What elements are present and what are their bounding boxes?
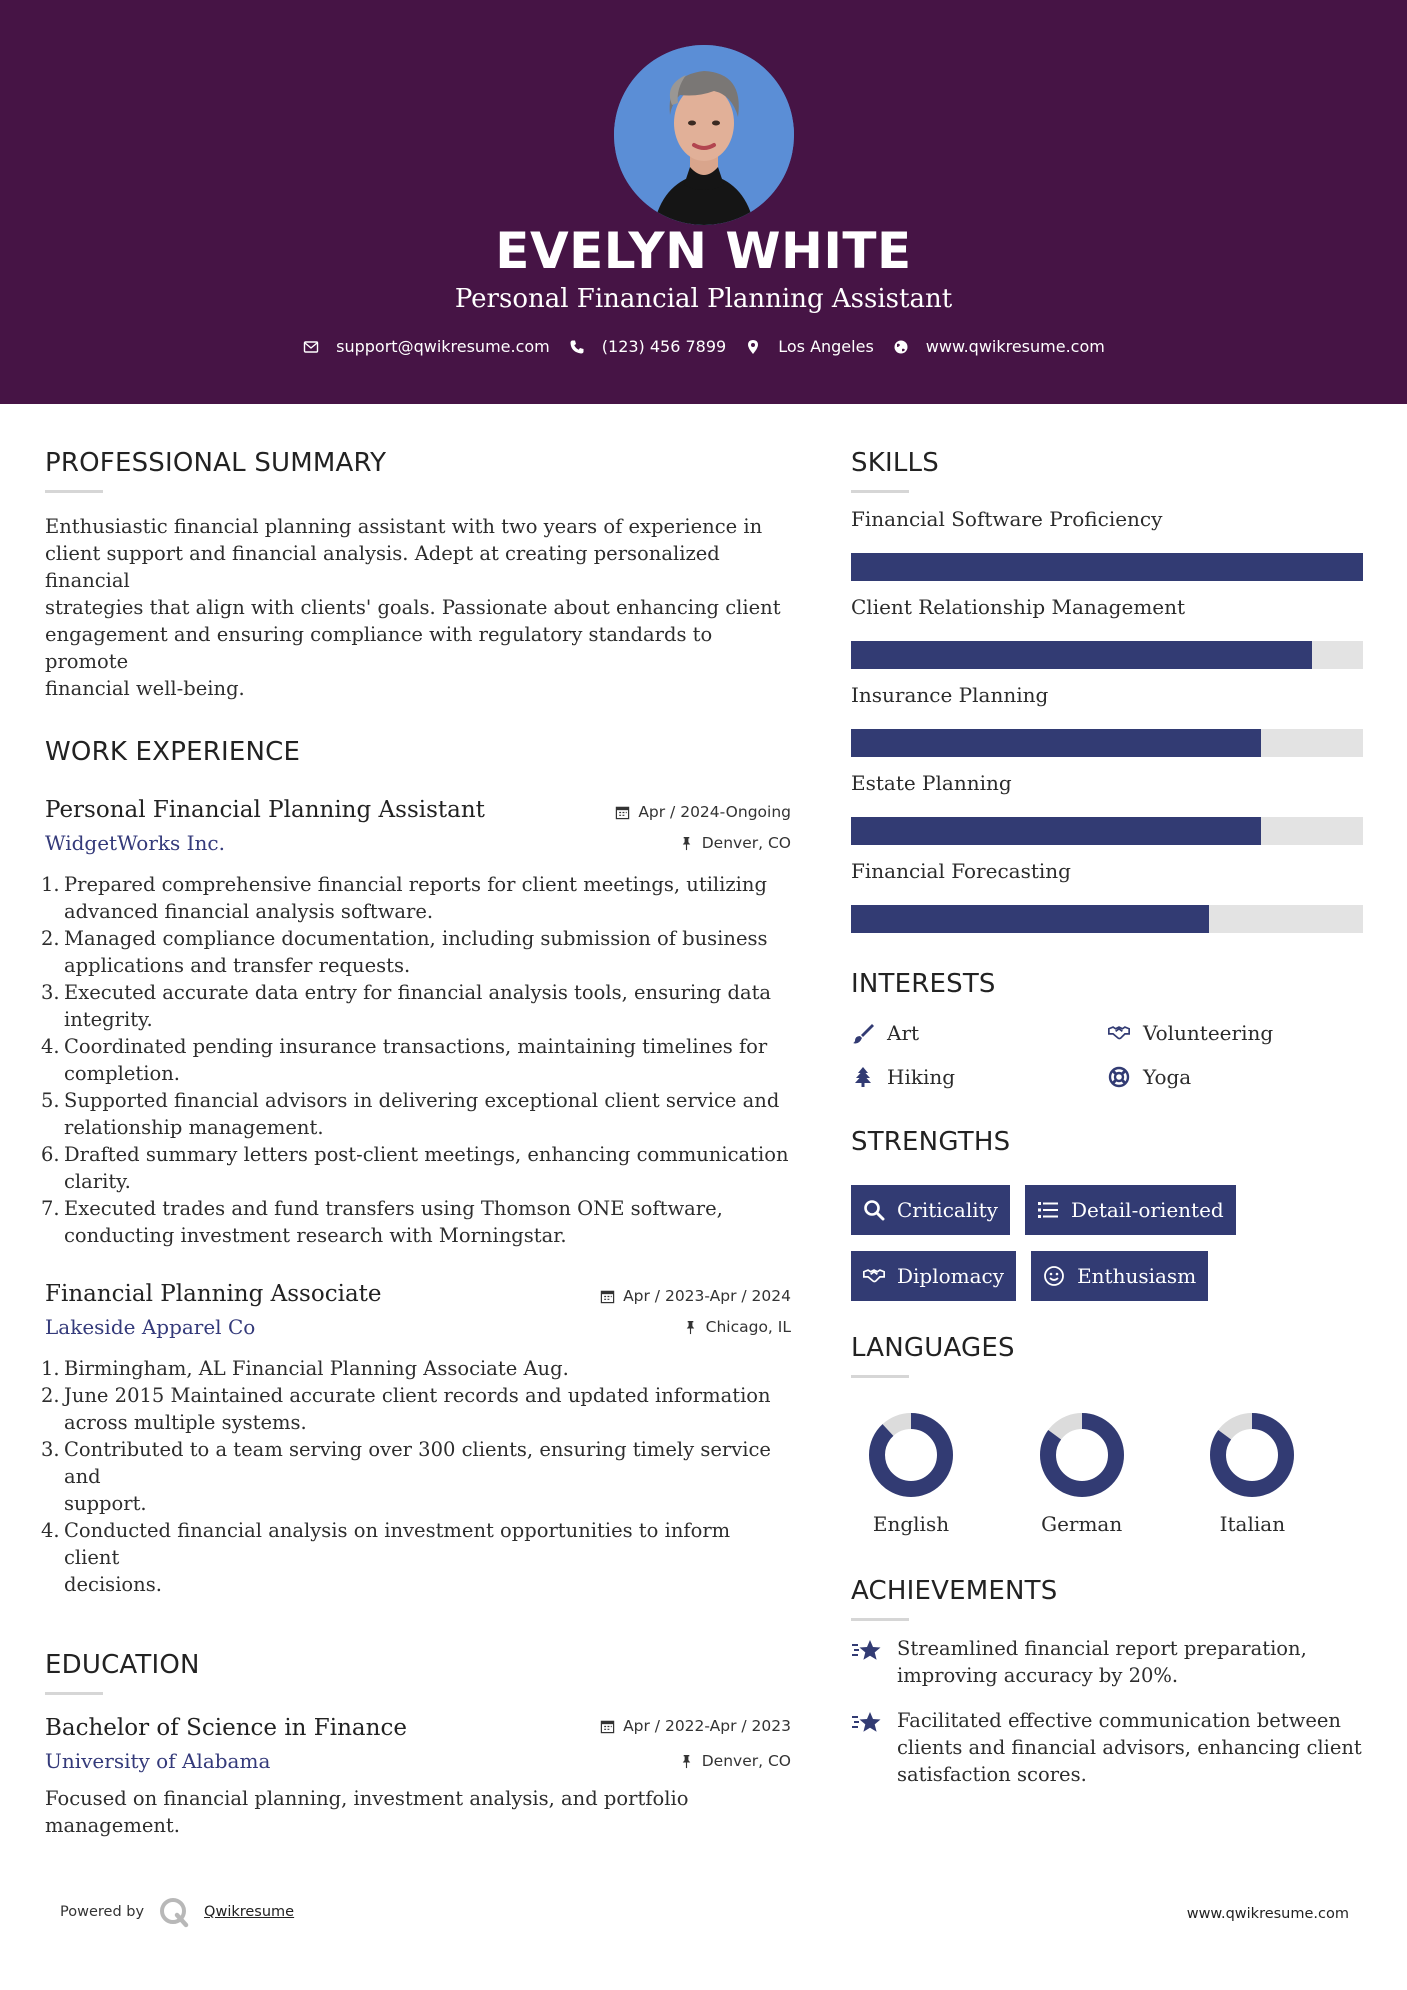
skills-section (851, 448, 1363, 933)
languages-section (851, 1333, 1363, 1536)
company-name: Lakeside Apparel Co (45, 1315, 256, 1339)
footer-website-link[interactable]: www.qwikresume.com (1186, 1906, 1349, 1922)
list-item: 2. Managed compliance documentation, including submission of business applications and transfer requests. (41, 927, 768, 977)
skill-name: Financial Forecasting (851, 859, 1071, 883)
section-divider (851, 1375, 909, 1378)
list-item: 3. Executed accurate data entry for financial analysis tools, ensuring data integrity. (41, 981, 772, 1031)
languages-heading: LANGUAGES (851, 1333, 1015, 1363)
strength-label: Enthusiasm (1077, 1264, 1197, 1288)
degree-title: Bachelor of Science in Finance (45, 1715, 407, 1741)
calendar-icon (600, 1289, 615, 1304)
skill-name: Estate Planning (851, 771, 1012, 795)
summary-line: engagement and ensuring compliance with regulatory standards to promote (45, 623, 713, 673)
education-location (679, 1752, 791, 1770)
left-column (41, 448, 791, 1839)
profile-photo (614, 45, 794, 225)
summary-line: Enthusiastic financial planning assistant with two years of experience in (45, 515, 763, 538)
skill-item (851, 595, 1363, 669)
globe-icon (892, 338, 910, 356)
strengths-heading: STRENGTHS (851, 1127, 1011, 1157)
strength-label: Criticality (897, 1198, 998, 1222)
education-heading: EDUCATION (45, 1650, 200, 1680)
calendar-icon (600, 1719, 615, 1734)
job-title: Personal Financial Planning Assistant (45, 797, 485, 823)
contact-website[interactable] (892, 337, 1105, 356)
star-trophy-icon (851, 1709, 883, 1737)
language-donut (1209, 1412, 1295, 1498)
achievement-item (851, 1635, 1363, 1689)
achievement-text: Streamlined financial report preparation, improving accuracy by 20%. (897, 1637, 1307, 1687)
list-item: 7. Executed trades and fund transfers using Thomson ONE software, conducting investment research with Morningstar. (41, 1197, 723, 1247)
contact-email[interactable] (302, 337, 550, 356)
language-item (1192, 1412, 1363, 1536)
list-item: 2. June 2015 Maintained accurate client records and updated information across multiple systems. (41, 1384, 771, 1434)
job-bullets (41, 1355, 791, 1598)
job-dates-text: Apr / 2024-Ongoing (638, 803, 791, 821)
donut-fill (877, 1421, 945, 1489)
contact-phone[interactable] (568, 337, 726, 356)
skills-heading: SKILLS (851, 448, 939, 478)
contact-bar (0, 337, 1407, 356)
achievement-item (851, 1707, 1363, 1788)
list-item: 4. Conducted financial analysis on investment opportunities to inform client decisions. (41, 1519, 731, 1596)
strength-label: Diplomacy (897, 1264, 1005, 1288)
skill-bar (851, 641, 1363, 669)
job-dates (600, 1287, 791, 1305)
language-name: English (872, 1512, 950, 1536)
skill-bar-fill (851, 905, 1209, 933)
skill-item (851, 859, 1363, 933)
language-name: German (1041, 1512, 1123, 1536)
language-item (1022, 1412, 1193, 1536)
pushpin-icon (679, 1754, 694, 1769)
skills-list (851, 507, 1363, 933)
interest-label: Art (887, 1021, 920, 1045)
language-donut (868, 1412, 954, 1498)
language-item (851, 1412, 1022, 1536)
section-divider (851, 490, 909, 493)
skill-item (851, 683, 1363, 757)
education-dates (600, 1717, 791, 1735)
handshake-icon (1107, 1021, 1131, 1045)
summary-text (45, 513, 791, 702)
interest-item (851, 1021, 1107, 1045)
interest-label: Hiking (887, 1065, 956, 1089)
map-marker-icon (744, 338, 762, 356)
job-location-text: Chicago, IL (705, 1318, 791, 1336)
skill-item (851, 771, 1363, 845)
strength-badge (1031, 1251, 1208, 1301)
section-divider (45, 1692, 103, 1695)
school-name: University of Alabama (45, 1749, 271, 1773)
job-dates (615, 803, 791, 821)
education-description (45, 1785, 791, 1839)
skill-bar-fill (851, 817, 1261, 845)
education-line: management. (45, 1814, 180, 1837)
company-name: WidgetWorks Inc. (45, 831, 225, 855)
experience-section (41, 737, 791, 1598)
summary-heading: PROFESSIONAL SUMMARY (45, 448, 387, 478)
handshake-icon (863, 1265, 885, 1287)
list-item: 3. Contributed to a team serving over 300 clients, ensuring timely service and support. (41, 1438, 771, 1515)
phone-icon (568, 338, 586, 356)
right-column (851, 448, 1363, 1788)
candidate-title: Personal Financial Planning Assistant (454, 284, 953, 314)
contact-website-text: www.qwikresume.com (925, 337, 1105, 356)
skill-bar (851, 553, 1363, 581)
language-name: Italian (1219, 1512, 1286, 1536)
language-donut (1039, 1412, 1125, 1498)
experience-heading: WORK EXPERIENCE (45, 737, 301, 767)
interests-section (851, 969, 1363, 1089)
strength-badge (851, 1185, 1010, 1235)
star-trophy-icon (851, 1637, 883, 1665)
search-icon (863, 1199, 885, 1221)
education-location-text: Denver, CO (701, 1752, 791, 1770)
contact-email-text: support@qwikresume.com (336, 337, 550, 356)
strength-badge (851, 1251, 1016, 1301)
interest-item (1107, 1021, 1363, 1045)
section-divider (851, 1618, 909, 1621)
education-dates-text: Apr / 2022-Apr / 2023 (623, 1717, 791, 1735)
summary-line: financial well-being. (45, 677, 245, 700)
interest-label: Volunteering (1143, 1021, 1274, 1045)
skill-bar-fill (851, 641, 1312, 669)
skill-bar-fill (851, 729, 1261, 757)
job-entry (41, 797, 791, 1249)
education-line: Focused on financial planning, investment analysis, and portfolio (45, 1787, 689, 1810)
list-item: 1. Birmingham, AL Financial Planning Associate Aug. (41, 1357, 569, 1380)
job-location (679, 834, 791, 852)
list-item: 4. Coordinated pending insurance transactions, maintaining timelines for completion. (41, 1035, 768, 1085)
education-section (45, 1650, 791, 1839)
achievements-heading: ACHIEVEMENTS (851, 1576, 1058, 1606)
list-icon (1037, 1199, 1059, 1221)
achievement-text: Facilitated effective communication between clients and financial advisors, enhancing client satisfaction scores. (897, 1709, 1362, 1786)
skill-name: Financial Software Proficiency (851, 507, 1163, 531)
contact-location (744, 337, 874, 356)
skill-bar (851, 729, 1363, 757)
tree-icon (851, 1065, 875, 1089)
skill-bar (851, 905, 1363, 933)
achievements-section (851, 1576, 1363, 1788)
list-item: 1. Prepared comprehensive financial reports for client meetings, utilizing advanced financial analysis software. (41, 873, 767, 923)
pushpin-icon (679, 836, 694, 851)
interests-heading: INTERESTS (851, 969, 996, 999)
footer-powered-by (60, 1896, 294, 1928)
resume-header (0, 0, 1407, 404)
list-item: 6. Drafted summary letters post-client meetings, enhancing communication clarity. (41, 1143, 789, 1193)
strength-badge (1025, 1185, 1236, 1235)
section-divider (45, 490, 103, 493)
contact-location-text: Los Angeles (778, 337, 874, 356)
job-location (683, 1318, 791, 1336)
qwikresume-logo-icon (158, 1896, 190, 1928)
portrait-image (614, 45, 794, 225)
lifering-icon (1107, 1065, 1131, 1089)
envelope-icon (302, 338, 320, 356)
pushpin-icon (683, 1320, 698, 1335)
skill-bar-fill (851, 553, 1363, 581)
strengths-section (851, 1127, 1363, 1301)
candidate-name: EVELYN WHITE (495, 222, 912, 280)
interest-item (1107, 1065, 1363, 1089)
skill-name: Insurance Planning (851, 683, 1049, 707)
strength-label: Detail-oriented (1070, 1198, 1224, 1222)
contact-phone-text: (123) 456 7899 (601, 337, 727, 356)
job-bullets (41, 871, 791, 1249)
job-entry (41, 1281, 791, 1598)
smile-icon (1043, 1265, 1065, 1287)
job-location-text: Denver, CO (701, 834, 791, 852)
summary-line: strategies that align with clients' goals. Passionate about enhancing client (45, 596, 781, 619)
powered-by-label: Powered by (60, 1904, 145, 1920)
skill-name: Client Relationship Management (851, 595, 1186, 619)
skill-item (851, 507, 1363, 581)
interest-item (851, 1065, 1107, 1089)
job-dates-text: Apr / 2023-Apr / 2024 (623, 1287, 791, 1305)
calendar-icon (615, 805, 630, 820)
summary-section (45, 448, 791, 702)
list-item: 5. Supported financial advisors in delivering exceptional client service and relationship management. (41, 1089, 780, 1139)
summary-line: client support and financial analysis. Adept at creating personalized financial (45, 542, 720, 592)
interest-label: Yoga (1143, 1065, 1192, 1089)
job-title: Financial Planning Associate (45, 1281, 382, 1307)
qwikresume-link[interactable]: Qwikresume (204, 1904, 295, 1920)
skill-bar (851, 817, 1363, 845)
paintbrush-icon (851, 1021, 875, 1045)
